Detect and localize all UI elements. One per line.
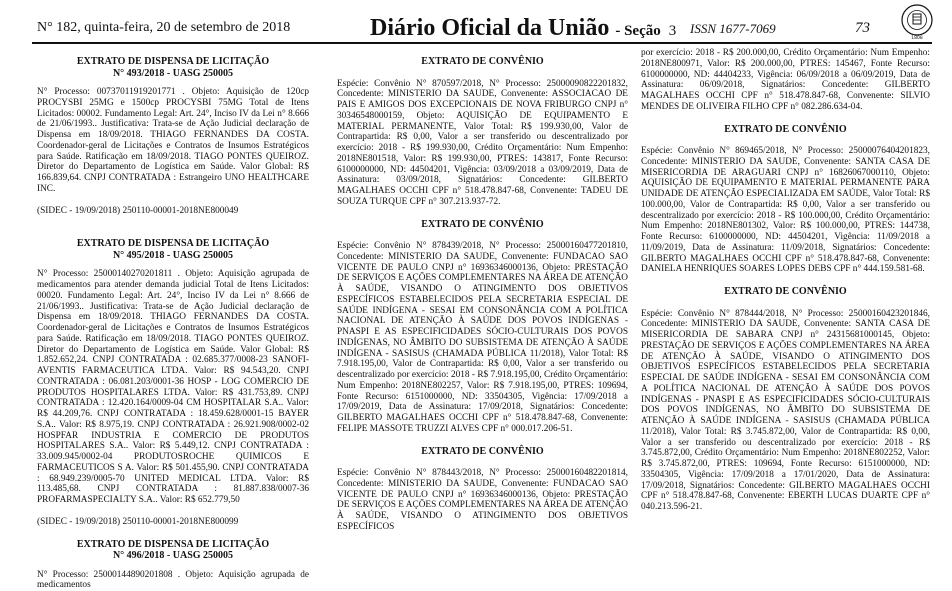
convenio-title: EXTRATO DE CONVÊNIO xyxy=(337,219,628,231)
section-label: - Seção xyxy=(615,23,660,39)
extract-number: N° 495/2018 - UASG 250005 xyxy=(37,250,309,262)
convenio-body-continued: por exercício: 2018 - R$ 200.000,00, Crédito Orçamentário: Num Empenho: 2018NE800971, Valor: R$ 200.000,00, PTRES: 145467, Fonte Recurso: 6100000000, ND: 44404233, Vigência: 06/09/2018 a 06/09/2019, Data de Assinatura: 06/09/2018, Signatários: Concedente: GILBERTO MAGALHAES OCCHI CPF n° 518.478.847-68, Convenente: SILVIO MENDES DE OLIVEIRA FILHO CPF n° 082.286.634-04. xyxy=(641,48,930,113)
sidec-reference: (SIDEC - 19/09/2018) 250110-00001-2018NE800099 xyxy=(37,517,309,528)
convenio-title: EXTRATO DE CONVÊNIO xyxy=(641,286,930,298)
convenio-body: Espécie: Convênio N° 878439/2018, N° Processo: 25000160477201810, Concedente: MINISTERIO DA SAUDE, Convenente: FUNDACAO SAO VICENTE DE PAULO CNPJ n° 16936346000136, Objeto: PRESTAÇÃO DE SERVIÇOS E AÇÕES COMPLEMENTARES NA ÁREA DE ATENÇÃO À SAÚDE, VISANDO O ATINGIMENTO DOS OBJETIVOS ESPECÍFICOS ESTABELECIDOS PELA SECRETARIA ESPECIAL DE SAÚDE INDÍGENA - SESAI EM CONSONÂNCIA COM A POLÍTICA NACIONAL DE ATENÇÃO À SAÚDE DOS POVOS INDÍGENAS - PNASPI E AS ESPECIFICIDADES SÓCIO-CULTURAIS DOS POVOS INDÍGENAS, NO ÂMBITO DO SUBSISTEMA DE ATENÇÃO À SAÚDE INDÍGENA - SASISUS (CHAMADA PÚBLICA 11/2018), Valor Total: R$ 7.918.195,00, Valor de Contrapartida: R$ 0,00, Valor a ser transferido ou descentralizado por exercício: 2018 - R$ 7.918.195,00, Crédito Orçamentário: Num Empenho: 2018NE802257, Valor: R$ 7.918.195,00, PTRES: 109694, Fonte Recurso: 6151000000, ND: 33504305, Vigência: 17/09/2018 a 17/09/2019, Data de Assinatura: 17/09/2018, Signatários: Concedente: GILBERTO MAGALHAES OCCHI CPF n° 518.478.847-68, Convenente: FELIPE MASSOTE TRUZZI ALVES CPF n° 000.017.206-51. xyxy=(337,241,628,435)
issue-info: N° 182, quinta-feira, 20 de setembro de 2018 xyxy=(37,20,290,36)
extract-title: EXTRATO DE DISPENSA DE LICITAÇÃO xyxy=(37,238,309,250)
journal-title xyxy=(370,15,676,42)
convenio-body: Espécie: Convênio N° 869465/2018, N° Processo: 25000076404201823, Concedente: MINISTERIO DA SAUDE, Convenente: SANTA CASA DE MISERICORDIA DE ARAGUARI CNPJ n° 16826067000110, Objeto: AQUISIÇÃO DE EQUIPAMENTO E MATERIAL PERMANENTE PARA UNIDADE DE ATENÇÃO ESPECIALIZADA EM SAÚDE, Valor Total: R$ 100.000,00, Valor de Contrapartida: R$ 0,00, Valor a ser transferido ou descentralizado por exercício: 2018 - R$ 100.000,00, Crédito Orçamentário: Num Empenho: 2018NE801302, Valor: R$ 100.000,00, PTRES: 144738, Fonte Recurso: 6100000000, ND: 44504201, Vigência: 11/09/2018 a 11/09/2019, Data de Assinatura: 11/09/2018, Signatários: Concedente: GILBERTO MAGALHAES OCCHI CPF n° 518.478.847-68, Convenente: DANIELA HENRIQUES SOARES LOPES DEBS CPF n° 444.159.581-68. xyxy=(641,146,930,275)
extract-title: EXTRATO DE DISPENSA DE LICITAÇÃO xyxy=(37,539,309,551)
extract-body: N° Processo: 25000144890201808 . Objeto: Aquisição agrupada de medicamentos xyxy=(37,570,309,591)
extract-title: EXTRATO DE DISPENSA DE LICITAÇÃO xyxy=(37,56,309,68)
journal-name: Diário Oficial da União xyxy=(370,15,609,41)
extract-body: N° Processo: 25000140270201811 . Objeto: Aquisição agrupada de medicamentos para atender demanda judicial Total de Itens Licitados: 00020. Fundamento Legal: Art. 24°, Inciso IV da Lei n° 8.666 de 21/06/1993.. Justificativa: Trata-se de Ação Judicial declaração de Dispensa em 18/09/2018. THIAGO FERNANDES DA COSTA. Coordenador-geral de Licitações e Contratos de Insumos Estratégicos para Saúde. Ratificação em 18/09/2018. TIAGO PONTES QUEIROZ. Diretor do Departamento de Logística em Saúde. Valor Global: R$ 1.852.652,24. CNPJ CONTRATADA : 02.685.377/0008-23 SANOFI-AVENTIS FARMACEUTICA LTDA. Valor: R$ 94.543,20. CNPJ CONTRATADA : 06.081.203/0001-36 HOSP - LOG COMERCIO DE PRODUTOS HOSPITALARES LTDA. Valor: R$ 431.753,89. CNPJ CONTRATADA : 12.420.164/0009-04 CM HOSPITALAR S.A.. Valor: R$ 44.209,76. CNPJ CONTRATADA : 18.459.628/0001-15 BAYER S.A.. Valor: R$ 8.975,19. CNPJ CONTRATADA : 26.921.908/0002-02 HOSPFAR INDUSTRIA E COMERCIO DE PRODUTOS HOSPITALARES S.A.. Valor: R$ 5.449,12. CNPJ CONTRATADA : 33.009.945/0002-04 PRODUTOSROCHE QUIMICOS E FARMACEUTICOS S A. Valor: R$ 501.455,90. CNPJ CONTRATADA : 68.949.239/0005-70 UNITED MEDICAL LTDA. Valor: R$ 113.485,68. CNPJ CONTRATADA : 81.887.838/0007-36 PROFARMASPECIALTY S.A.. Valor: R$ 652.779,50 xyxy=(37,269,309,506)
convenio-body: Espécie: Convênio N° 878444/2018, N° Processo: 25000160423201846, Concedente: MINISTERIO DA SAUDE, Convenente: SANTA CASA DE MISERICORDIA DE SABARA CNPJ n° 24315681000145, Objeto: PRESTAÇÃO DE SERVIÇOS E AÇÕES COMPLEMENTARES NA ÁREA DE ATENÇÃO À SAÚDE, VISANDO O ATINGIMENTO DOS OBJETIVOS ESPECÍFICOS ESTABELECIDOS PELA SECRETARIA ESPECIAL DE SAÚDE INDÍGENA - SESAI EM CONSONÂNCIA COM A POLÍTICA NACIONAL DE ATENÇÃO À SAÚDE DOS POVOS INDÍGENAS - PNASPI E AS ESPECIFICIDADES SÓCIO-CULTURAIS DOS POVOS INDÍGENAS, NO ÂMBITO DO SUBSISTEMA DE ATENÇÃO À SAÚDE INDÍGENA - SASISUS (CHAMADA PÚBLICA 11/2018), Valor Total: R$ 3.745.872,00, Valor de Contrapartida: R$ 0,00, Valor a ser transferido ou descentralizado por exercício: 2018 - R$ 3.745.872,00, Crédito Orçamentário: Num Empenho: 2018NE802252, Valor: R$ 3.745.872,00, PTRES: 109694, Fonte Recurso: 6151000000, ND: 33504305, Vigência: 17/09/2018 a 17/01/2020, Data de Assinatura: 17/09/2018, Signatários: Concedente: GILBERTO MAGALHAES OCCHI CPF n° 518.478.847-68, Convenente: EBERTH LUCAS DUARTE CPF n° 040.213.596-21. xyxy=(641,309,930,513)
sidec-reference: (SIDEC - 19/09/2018) 250110-00001-2018NE800049 xyxy=(37,206,309,217)
imprensa-nacional-logo-icon xyxy=(898,2,936,40)
issn: ISSN 1677-7069 xyxy=(690,21,776,37)
column-3 xyxy=(641,48,930,548)
column-2 xyxy=(337,48,628,548)
convenio-title: EXTRATO DE CONVÊNIO xyxy=(641,124,930,136)
extract-body: N° Processo: 00737011919201771 . Objeto: Aquisição de 120cp PROCYSBI 25MG e 1500cp PROCYSBI 75MG Total de Itens Licitados: 00002. Fundamento Legal: Art. 24°, Inciso IV da Lei n° 8.666 de 21/06/1993.. Justificativa: Trata-se de Ação Judicial declaração de Dispensa em 18/09/2018. THIAGO FERNANDES DA COSTA. Coordenador-geral de Licitações e Contratos de Insumos Estratégicos para Saúde. Ratificação em 18/09/2018. TIAGO PONTES QUEIROZ. Diretor do Departamento de Logística em Saúde. Valor Global: R$ 166.839,64. CNPJ CONTRATADA : Estrangeiro UNO HEALTHCARE INC. xyxy=(37,87,309,195)
convenio-title: EXTRATO DE CONVÊNIO xyxy=(337,446,628,458)
section-number: 3 xyxy=(669,23,677,39)
extract-number: N° 493/2018 - UASG 250005 xyxy=(37,68,309,80)
column-1 xyxy=(37,48,309,548)
convenio-body: Espécie: Convênio N° 870597/2018, N° Processo: 25000090822201832, Concedente: MINISTERIO DA SAUDE, Convenente: ASSOCIACAO DE PAIS E AMIGOS DOS EXCEPCIONAIS DE NOVA FRIBURGO CNPJ n° 30346548000159, Objeto: AQUISIÇÃO DE EQUIPAMENTO E MATERIAL PERMANENTE, Valor Total: R$ 199.930,00, Valor de Contrapartida: R$ 0,00, Valor a ser transferido ou descentralizado por exercício: 2018 - R$ 199.930,00, Crédito Orçamentário: Num Empenho: 2018NE801518, Valor: R$ 199.930,00, PTRES: 143817, Fonte Recurso: 6100000000, ND: 44504201, Vigência: 03/09/2018 a 03/09/2019, Data de Assinatura: 03/09/2018, Signatários: Concedente: GILBERTO MAGALHAES OCCHI CPF n° 518.478.847-68, Convenente: TADEU DE SOUZA TURQUE CPF n° 307.213.937-72. xyxy=(337,79,628,208)
convenio-title: EXTRATO DE CONVÊNIO xyxy=(337,56,628,68)
page-header xyxy=(0,0,952,40)
extract-number: N° 496/2018 - UASG 250005 xyxy=(37,550,309,562)
convenio-body: Espécie: Convênio N° 878443/2018, N° Processo: 25000160482201814, Concedente: MINISTERIO DA SAUDE, Convenente: FUNDACAO SAO VICENTE DE PAULO CNPJ n° 16936346000136, Objeto: PRESTAÇÃO DE SERVIÇOS E AÇÕES COMPLEMENTARES NA ÁREA DE ATENÇÃO À SAÚDE, VISANDO O ATINGIMENTO DOS OBJETIVOS ESPECÍFICOS xyxy=(337,468,628,533)
header-rule xyxy=(32,42,932,44)
svg-text:1808: 1808 xyxy=(911,35,923,41)
page-number: 73 xyxy=(855,20,870,37)
